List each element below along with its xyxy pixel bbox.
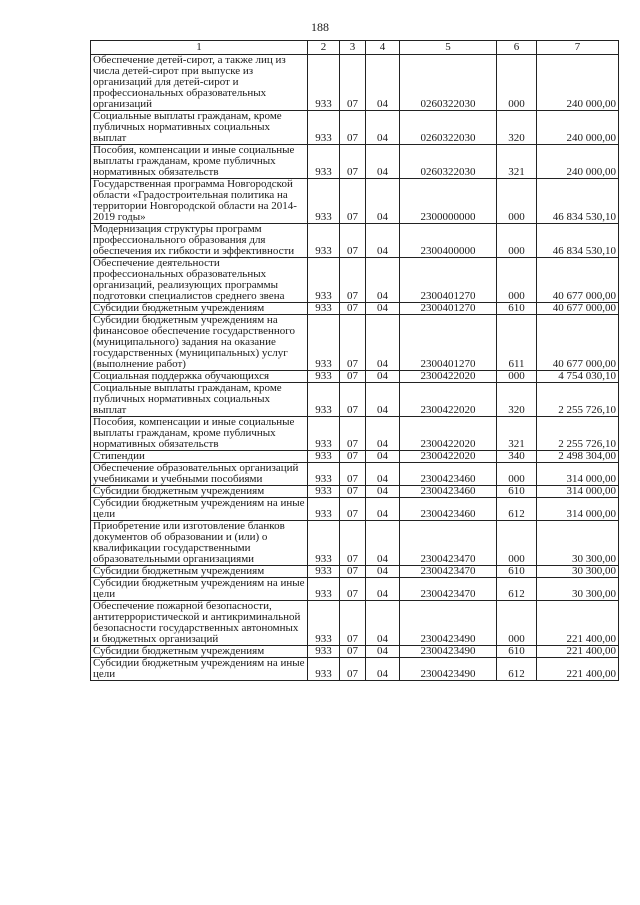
row-name-cell: Субсидии бюджетным учреждениям [91, 646, 308, 658]
row-amount-cell: 30 300,00 [537, 578, 619, 601]
row-target-code-cell: 2300423460 [400, 463, 497, 486]
row-target-code-cell: 2300423490 [400, 646, 497, 658]
column-header: 2 [308, 41, 340, 55]
table-row [91, 383, 619, 417]
row-name-cell: Пособия, компенсации и иные социальные выплаты гражданам, кроме публичных нормативных обязательств [91, 417, 308, 451]
row-name-cell: Обеспечение пожарной безопасности, антитеррористической и антикриминальной безопасности государственных автономных и бюджетных организаций [91, 601, 308, 646]
row-section-cell: 07 [340, 578, 366, 601]
row-expense-type-cell: 000 [497, 224, 537, 258]
table-row [91, 601, 619, 646]
row-admin-code-cell: 933 [308, 601, 340, 646]
row-subsection-cell: 04 [366, 371, 400, 383]
table-row [91, 566, 619, 578]
row-target-code-cell: 0260322030 [400, 145, 497, 179]
row-expense-type-cell: 611 [497, 315, 537, 371]
row-section-cell: 07 [340, 566, 366, 578]
row-section-cell: 07 [340, 145, 366, 179]
row-subsection-cell: 04 [366, 578, 400, 601]
row-amount-cell: 2 255 726,10 [537, 383, 619, 417]
row-admin-code-cell: 933 [308, 371, 340, 383]
row-target-code-cell: 2300401270 [400, 258, 497, 303]
row-target-code-cell: 2300423490 [400, 601, 497, 646]
row-expense-type-cell: 000 [497, 463, 537, 486]
table-row [91, 145, 619, 179]
row-admin-code-cell: 933 [308, 55, 340, 111]
row-name-cell: Субсидии бюджетным учреждениям на иные цели [91, 498, 308, 521]
row-admin-code-cell: 933 [308, 486, 340, 498]
table-row [91, 371, 619, 383]
column-header: 4 [366, 41, 400, 55]
row-admin-code-cell: 933 [308, 578, 340, 601]
table-row [91, 315, 619, 371]
row-name-cell: Субсидии бюджетным учреждениям [91, 486, 308, 498]
row-expense-type-cell: 000 [497, 521, 537, 566]
row-section-cell: 07 [340, 55, 366, 111]
row-amount-cell: 314 000,00 [537, 463, 619, 486]
table-row [91, 303, 619, 315]
row-section-cell: 07 [340, 601, 366, 646]
row-target-code-cell: 2300423460 [400, 498, 497, 521]
row-amount-cell: 221 400,00 [537, 658, 619, 681]
row-target-code-cell: 2300423470 [400, 578, 497, 601]
row-section-cell: 07 [340, 521, 366, 566]
row-subsection-cell: 04 [366, 417, 400, 451]
row-target-code-cell: 2300422020 [400, 383, 497, 417]
row-name-cell: Обеспечение образовательных организаций учебниками и учебными пособиями [91, 463, 308, 486]
row-expense-type-cell: 610 [497, 566, 537, 578]
row-expense-type-cell: 320 [497, 111, 537, 145]
row-amount-cell: 221 400,00 [537, 601, 619, 646]
row-subsection-cell: 04 [366, 601, 400, 646]
row-admin-code-cell: 933 [308, 451, 340, 463]
row-amount-cell: 30 300,00 [537, 521, 619, 566]
row-section-cell: 07 [340, 463, 366, 486]
table-row [91, 179, 619, 224]
row-expense-type-cell: 000 [497, 55, 537, 111]
row-section-cell: 07 [340, 224, 366, 258]
row-subsection-cell: 04 [366, 521, 400, 566]
row-expense-type-cell: 000 [497, 258, 537, 303]
row-name-cell: Модернизация структуры программ профессионального образования для обеспечения их гибкости и эффективности [91, 224, 308, 258]
row-amount-cell: 30 300,00 [537, 566, 619, 578]
row-section-cell: 07 [340, 451, 366, 463]
row-subsection-cell: 04 [366, 179, 400, 224]
row-admin-code-cell: 933 [308, 498, 340, 521]
table-row [91, 658, 619, 681]
row-section-cell: 07 [340, 371, 366, 383]
page-number: 188 [311, 20, 329, 34]
row-subsection-cell: 04 [366, 224, 400, 258]
row-expense-type-cell: 000 [497, 371, 537, 383]
row-expense-type-cell: 000 [497, 601, 537, 646]
row-expense-type-cell: 340 [497, 451, 537, 463]
row-section-cell: 07 [340, 646, 366, 658]
row-name-cell: Приобретение или изготовление бланков документов об образовании и (или) о квалификации государственными образовательными организациями [91, 521, 308, 566]
row-name-cell: Стипендии [91, 451, 308, 463]
row-name-cell: Социальные выплаты гражданам, кроме публичных нормативных социальных выплат [91, 383, 308, 417]
row-amount-cell: 40 677 000,00 [537, 315, 619, 371]
row-amount-cell: 46 834 530,10 [537, 224, 619, 258]
row-section-cell: 07 [340, 179, 366, 224]
budget-table [90, 40, 619, 681]
table-row [91, 451, 619, 463]
table-row [91, 578, 619, 601]
row-target-code-cell: 2300422020 [400, 417, 497, 451]
row-name-cell: Субсидии бюджетным учреждениям на иные цели [91, 658, 308, 681]
row-name-cell: Субсидии бюджетным учреждениям на финансовое обеспечение государственного (муниципального) задания на оказание государственных (муниципальных) услуг (выполнение работ) [91, 315, 308, 371]
row-amount-cell: 40 677 000,00 [537, 303, 619, 315]
row-subsection-cell: 04 [366, 463, 400, 486]
row-admin-code-cell: 933 [308, 566, 340, 578]
row-admin-code-cell: 933 [308, 383, 340, 417]
row-admin-code-cell: 933 [308, 315, 340, 371]
row-subsection-cell: 04 [366, 111, 400, 145]
row-expense-type-cell: 320 [497, 383, 537, 417]
row-target-code-cell: 0260322030 [400, 55, 497, 111]
row-name-cell: Социальные выплаты гражданам, кроме публичных нормативных социальных выплат [91, 111, 308, 145]
column-header: 5 [400, 41, 497, 55]
row-admin-code-cell: 933 [308, 145, 340, 179]
row-target-code-cell: 2300401270 [400, 303, 497, 315]
table-row [91, 55, 619, 111]
row-amount-cell: 314 000,00 [537, 498, 619, 521]
row-name-cell: Субсидии бюджетным учреждениям [91, 566, 308, 578]
row-target-code-cell: 2300400000 [400, 224, 497, 258]
row-admin-code-cell: 933 [308, 658, 340, 681]
table-row [91, 111, 619, 145]
row-subsection-cell: 04 [366, 658, 400, 681]
table-row [91, 224, 619, 258]
row-name-cell: Государственная программа Новгородской области «Градостроительная политика на территории Новгородской области на 2014-2019 годы» [91, 179, 308, 224]
table-row [91, 417, 619, 451]
row-target-code-cell: 2300422020 [400, 371, 497, 383]
row-target-code-cell: 2300423470 [400, 521, 497, 566]
row-expense-type-cell: 610 [497, 646, 537, 658]
table-row [91, 463, 619, 486]
row-name-cell: Обеспечение деятельности профессиональных образовательных организаций, реализующих программы подготовки специалистов среднего звена [91, 258, 308, 303]
row-section-cell: 07 [340, 486, 366, 498]
row-section-cell: 07 [340, 111, 366, 145]
row-expense-type-cell: 000 [497, 179, 537, 224]
row-amount-cell: 240 000,00 [537, 145, 619, 179]
row-section-cell: 07 [340, 258, 366, 303]
column-header: 6 [497, 41, 537, 55]
row-name-cell: Пособия, компенсации и иные социальные выплаты гражданам, кроме публичных нормативных обязательств [91, 145, 308, 179]
table-row [91, 486, 619, 498]
row-admin-code-cell: 933 [308, 521, 340, 566]
row-expense-type-cell: 612 [497, 498, 537, 521]
table-row [91, 258, 619, 303]
row-subsection-cell: 04 [366, 646, 400, 658]
row-subsection-cell: 04 [366, 383, 400, 417]
row-name-cell: Субсидии бюджетным учреждениям [91, 303, 308, 315]
row-amount-cell: 221 400,00 [537, 646, 619, 658]
row-subsection-cell: 04 [366, 566, 400, 578]
row-subsection-cell: 04 [366, 303, 400, 315]
row-section-cell: 07 [340, 315, 366, 371]
row-section-cell: 07 [340, 417, 366, 451]
table-row [91, 521, 619, 566]
row-amount-cell: 2 498 304,00 [537, 451, 619, 463]
row-name-cell: Обеспечение детей-сирот, а также лиц из числа детей-сирот при выпуске из организаций для детей-сирот и профессиональных образовательных организаций [91, 55, 308, 111]
row-expense-type-cell: 321 [497, 417, 537, 451]
row-amount-cell: 46 834 530,10 [537, 179, 619, 224]
row-expense-type-cell: 612 [497, 658, 537, 681]
row-section-cell: 07 [340, 383, 366, 417]
row-target-code-cell: 2300000000 [400, 179, 497, 224]
row-subsection-cell: 04 [366, 258, 400, 303]
column-header: 7 [537, 41, 619, 55]
row-expense-type-cell: 321 [497, 145, 537, 179]
row-amount-cell: 240 000,00 [537, 111, 619, 145]
column-header: 3 [340, 41, 366, 55]
row-target-code-cell: 2300422020 [400, 451, 497, 463]
table-header-row [91, 41, 619, 55]
row-admin-code-cell: 933 [308, 111, 340, 145]
row-admin-code-cell: 933 [308, 303, 340, 315]
row-section-cell: 07 [340, 303, 366, 315]
row-subsection-cell: 04 [366, 498, 400, 521]
row-name-cell: Социальная поддержка обучающихся [91, 371, 308, 383]
row-admin-code-cell: 933 [308, 179, 340, 224]
row-admin-code-cell: 933 [308, 417, 340, 451]
row-subsection-cell: 04 [366, 315, 400, 371]
row-section-cell: 07 [340, 658, 366, 681]
row-subsection-cell: 04 [366, 145, 400, 179]
table-row [91, 646, 619, 658]
row-admin-code-cell: 933 [308, 463, 340, 486]
row-target-code-cell: 2300423470 [400, 566, 497, 578]
row-amount-cell: 4 754 030,10 [537, 371, 619, 383]
row-target-code-cell: 2300423490 [400, 658, 497, 681]
row-subsection-cell: 04 [366, 486, 400, 498]
row-admin-code-cell: 933 [308, 646, 340, 658]
row-amount-cell: 2 255 726,10 [537, 417, 619, 451]
row-expense-type-cell: 610 [497, 303, 537, 315]
row-target-code-cell: 2300401270 [400, 315, 497, 371]
row-name-cell: Субсидии бюджетным учреждениям на иные цели [91, 578, 308, 601]
table-body [91, 55, 619, 681]
row-expense-type-cell: 612 [497, 578, 537, 601]
row-admin-code-cell: 933 [308, 258, 340, 303]
row-section-cell: 07 [340, 498, 366, 521]
row-amount-cell: 40 677 000,00 [537, 258, 619, 303]
row-amount-cell: 240 000,00 [537, 55, 619, 111]
row-admin-code-cell: 933 [308, 224, 340, 258]
row-amount-cell: 314 000,00 [537, 486, 619, 498]
row-expense-type-cell: 610 [497, 486, 537, 498]
column-header: 1 [91, 41, 308, 55]
row-target-code-cell: 0260322030 [400, 111, 497, 145]
table-row [91, 498, 619, 521]
row-subsection-cell: 04 [366, 55, 400, 111]
row-target-code-cell: 2300423460 [400, 486, 497, 498]
row-subsection-cell: 04 [366, 451, 400, 463]
